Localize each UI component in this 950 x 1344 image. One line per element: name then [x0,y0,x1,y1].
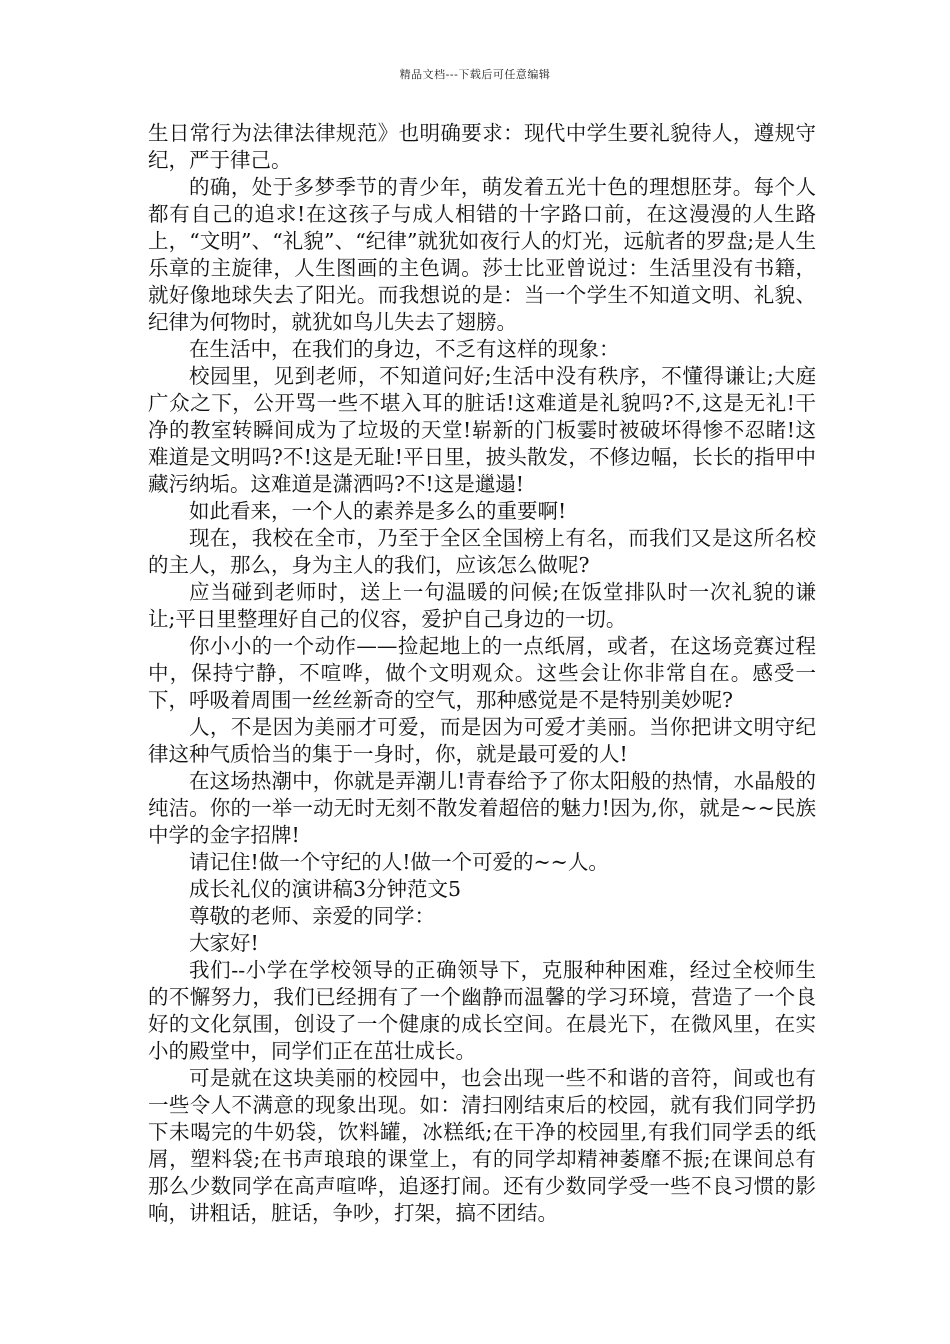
paragraph: 现在，我校在全市，乃至于全区全国榜上有名，而我们又是这所名校的主人，那么，身为主人的我们，应该怎么做呢? [148,526,816,577]
paragraph: 大家好! [189,931,259,955]
paragraph: 我们--小学在学校领导的正确领导下，克服种种困难，经过全校师生的不懈努力，我们已经拥有了一个幽静而温馨的学习环境，营造了一个良好的文化氛围，创设了一个健康的成长空间。在晨光下，在微风里，在实小的殿堂中，同学们正在茁壮成长。 [148,958,816,1063]
paragraph: 在这场热潮中，你就是弄潮儿!青春给予了你太阳般的热情，水晶般的纯洁。你的一举一动无时无刻不散发着超倍的魅力!因为,你，就是~~民族中学的金字招牌! [148,769,816,847]
paragraph: 人，不是因为美丽才可爱，而是因为可爱才美丽。当你把讲文明守纪律这种气质恰当的集于一身时，你，就是最可爱的人! [148,715,816,766]
header-note: 精品文档---下载后可任意编辑 [399,68,551,81]
paragraph: 如此看来，一个人的素养是多么的重要啊! [189,499,567,523]
paragraph: 尊敬的老师、亲爱的同学： [189,904,435,928]
paragraph: 在生活中，在我们的身边，不乏有这样的现象： [189,337,620,361]
paragraph: 可是就在这块美丽的校园中，也会出现一些不和谐的音符，间或也有一些令人不满意的现象出现。如：清扫刚结束后的校园，就有我们同学扔下未喝完的牛奶袋，饮料罐，冰糕纸;在干净的校园里,有我们同学丢的纸屑，塑料袋;在书声琅琅的课堂上，有的同学却精神萎靡不振;在课间总有那么少数同学在高声喧哗，追逐打闹。还有少数同学受一些不良习惯的影响，讲粗话，脏话，争吵，打架，搞不团结。 [148,1066,816,1225]
paragraph: 的确，处于多梦季节的青少年，萌发着五光十色的理想胚芽。每个人都有自己的追求!在这孩子与成人相错的十字路口前，在这漫漫的人生路上，“文明”、“礼貌”、“纪律”就犹如夜行人的灯光，远航者的罗盘;是人生乐章的主旋律，人生图画的主色调。莎士比亚曾说过：生活里没有书籍，就好像地球失去了阳光。而我想说的是：当一个学生不知道文明、礼貌、纪律为何物时，就犹如鸟儿失去了翅膀。 [148,175,816,334]
paragraph: 你小小的一个动作——捡起地上的一点纸屑，或者，在这场竞赛过程中，保持宁静，不喧哗，做个文明观众。这些会让你非常自在。感受一下，呼吸着周围一丝丝新奇的空气，那种感觉是不是特别美妙呢? [148,634,816,712]
paragraph: 成长礼仪的演讲稿3分钟范文5 [189,877,462,901]
document-body [148,120,816,1227]
paragraph: 校园里，见到老师，不知道问好;生活中没有秩序，不懂得谦让;大庭广众之下，公开骂一些不堪入耳的脏话!这难道是礼貌吗?不,这是无礼!干净的教室转瞬间成为了垃圾的天堂!崭新的门板霎时被破坏得惨不忍睹!这难道是文明吗?不!这是无耻!平日里，披头散发，不修边幅，长长的指甲中藏污纳垢。这难道是潇洒吗?不!这是邋遢! [148,364,816,496]
paragraph: 应当碰到老师时，送上一句温暖的问候;在饭堂排队时一次礼貌的谦让;平日里整理好自己的仪容，爱护自己身边的一切。 [148,580,816,631]
paragraph: 生日常行为法律法律规范》也明确要求：现代中学生要礼貌待人，遵规守纪，严于律己。 [148,121,816,172]
paragraph: 请记住!做一个守纪的人!做一个可爱的~~人。 [189,850,609,874]
